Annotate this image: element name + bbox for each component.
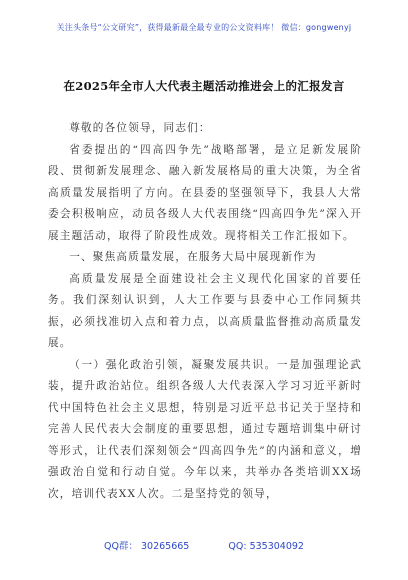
salutation: 尊敬的各位领导，同志们：: [69, 122, 211, 134]
body-paragraph: 高质量发展是全面建设社会主义现代化国家的首要任务。我们深刻认识到，人大工作要与县委中心工作同频共振，必须找准切入点和着力点，以高质量监督推动高质量发展。: [48, 272, 362, 349]
body-paragraph: 省委提出的“四高四争先”战略部署，是立足新发展阶段、贯彻新发展理念、融入新发展格局的重大决策，为全省高质量发展指明了方向。在县委的坚强领导下，我县人大常委会积极响应，动员各级人大代表围绕“四高四争先”深入开展主题活动，取得了阶段性成效。现将相关工作汇报如下。: [48, 143, 362, 242]
document-title: 在2025年全市人大代表主题活动推进会上的汇报发言: [63, 79, 345, 93]
qq-number: QQ: 535304092: [228, 541, 304, 552]
body-paragraph: （一）强化政治引领，凝聚发展共识。一是加强理论武装，提升政治站位。组织各级人大代表深入学习习近平新时代中国特色社会主义思想，特别是习近平总书记关于坚持和完善人民代表大会制度的重要思想，通过专题培训集中研讨等形式，让代表们深刻领会“四高四争先”的内涵和意义，增强政治自觉和行动自觉。今年以来，共举办各类培训XX场次，培训代表XX人次。二是坚持党的领导，: [48, 358, 362, 500]
qq-group-number: QQ群： 30265665: [104, 541, 190, 552]
document-body: [48, 118, 362, 505]
footer-contacts: [0, 538, 408, 552]
section-heading: 一、聚焦高质量发展，在服务大局中展现新作为: [69, 251, 317, 263]
header-banner: 关注头条号“公文研究”，获得最新最全最专业的公文资料库！ 微信：gongwenyj: [56, 23, 352, 32]
